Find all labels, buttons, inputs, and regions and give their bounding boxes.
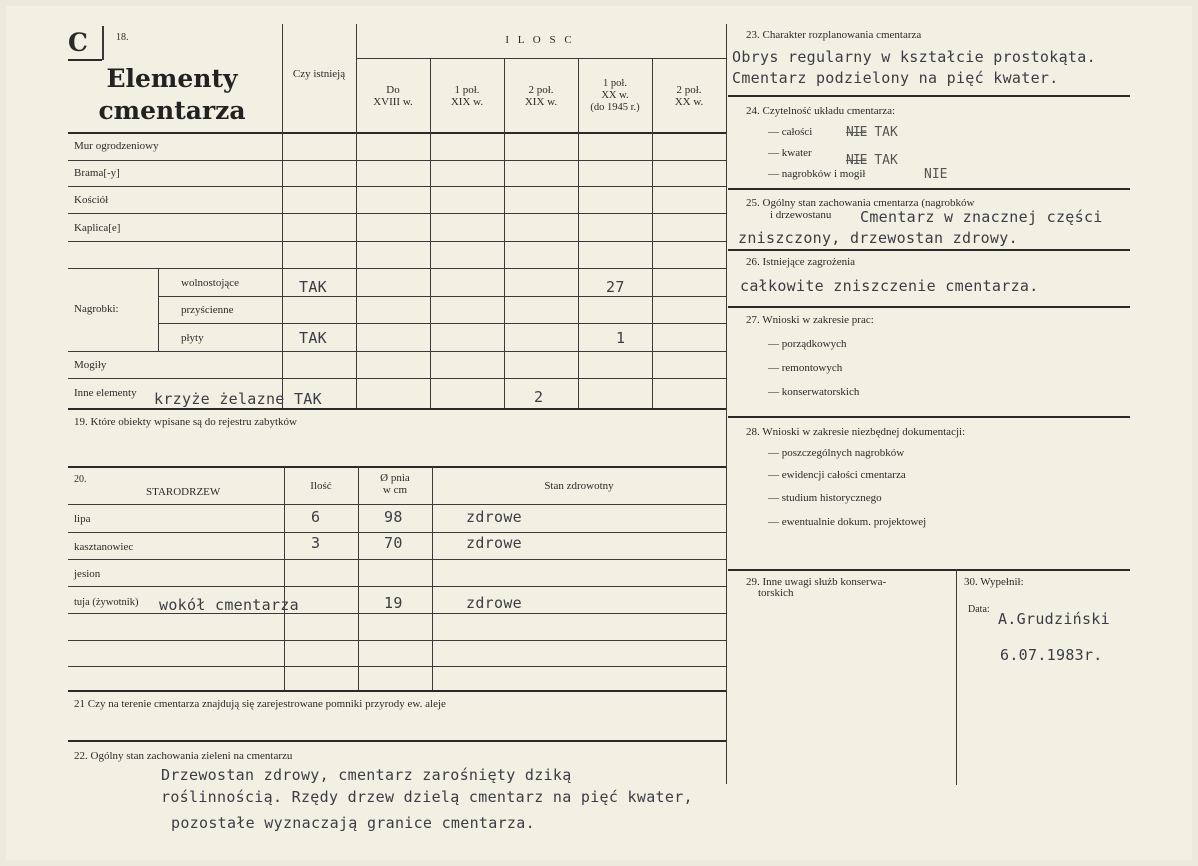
s28-item: — ewidencji całości cmentarza bbox=[768, 469, 906, 481]
label-kaplica: Kaplica[e] bbox=[74, 222, 121, 234]
label-nagrobki: Nagrobki: bbox=[74, 303, 119, 315]
period-2: 1 poł. XIX w. bbox=[450, 84, 484, 108]
s30-name: A.Grudziński bbox=[998, 610, 1110, 628]
s23-line2: Cmentarz podzielony na pięć kwater. bbox=[732, 69, 1059, 87]
inne-value: krzyże żelazne TAK bbox=[154, 390, 322, 408]
s23-bottom bbox=[728, 95, 1130, 97]
s30-date: 6.07.1983r. bbox=[1000, 646, 1103, 664]
s20-col-name: STARODRZEW bbox=[146, 486, 221, 498]
s23-label: 23. Charakter rozplanowania cmentarza bbox=[746, 29, 922, 41]
s21-bottom bbox=[68, 740, 726, 742]
s30-label: 30. Wypełnił: bbox=[964, 576, 1024, 588]
plyty-czy: TAK bbox=[299, 329, 327, 347]
table-row-ilosc: 3 bbox=[311, 534, 321, 552]
s20-col-stan: Stan zdrowotny bbox=[544, 480, 614, 492]
inne-count: 2 bbox=[534, 388, 544, 406]
s26-label: 26. Istniejące zagrożenia bbox=[746, 256, 856, 268]
s20-row-line bbox=[68, 640, 726, 641]
row-line bbox=[158, 323, 726, 324]
row-line bbox=[158, 296, 726, 297]
s20-row-line bbox=[68, 586, 726, 587]
plyty-count: 1 bbox=[616, 329, 626, 347]
s22-line2: roślinnością. Rzędy drzew dzielą cmentarz na pięć kwater, bbox=[161, 788, 693, 806]
s20-bottom bbox=[68, 690, 726, 692]
col-line-p2 bbox=[430, 58, 431, 410]
table-row-name: tuja (żywotnik) bbox=[74, 597, 139, 608]
table-row-stan: zdrowe bbox=[466, 508, 522, 526]
s25-label2: i drzewostanu bbox=[770, 209, 832, 221]
col-czy-istnieja: Czy istnieją bbox=[292, 68, 346, 80]
wolnostojace-count: 27 bbox=[606, 278, 625, 296]
s23-line1: Obrys regularny w kształcie prostokąta. bbox=[732, 48, 1096, 66]
s26-bottom bbox=[728, 306, 1130, 308]
label-wolnostojace: wolnostojące bbox=[181, 277, 240, 289]
s22-label: 22. Ogólny stan zachowania zieleni na cmentarzu bbox=[74, 750, 293, 762]
s21-label: 21 Czy na terenie cmentarza znajdują się zarejestrowane pomniki przyrody ew. aleje bbox=[74, 698, 446, 710]
table-row-name: kasztanowiec bbox=[74, 541, 134, 553]
s25-value2: zniszczony, drzewostan zdrowy. bbox=[738, 229, 1018, 247]
col-line-p5 bbox=[652, 58, 653, 410]
s25-label1: 25. Ogólny stan zachowania cmentarza (nagrobków bbox=[746, 197, 975, 209]
s28-bottom bbox=[728, 569, 1130, 571]
s20-row-line bbox=[68, 559, 726, 560]
col-line-p3 bbox=[504, 58, 505, 410]
s24-nagrobkow-value: NIE bbox=[924, 167, 948, 182]
s19-bottom bbox=[68, 466, 726, 468]
s27-bottom bbox=[728, 416, 1130, 418]
s24-kwater: — kwater bbox=[768, 147, 812, 159]
inventory-card bbox=[6, 6, 1192, 860]
s30-data-label: Data: bbox=[968, 604, 990, 615]
row-line bbox=[68, 186, 726, 187]
s24-nagrobkow: — nagrobków i mogił bbox=[768, 168, 866, 180]
letter-underline bbox=[68, 59, 102, 61]
row-line bbox=[68, 408, 726, 410]
s20-row-line bbox=[68, 532, 726, 533]
s28-item: — poszczególnych nagrobków bbox=[768, 447, 905, 459]
label-plyty: płyty bbox=[181, 332, 204, 344]
table-row-pnia: 98 bbox=[384, 508, 403, 526]
row-line bbox=[68, 160, 726, 161]
title-line1: Elementy bbox=[106, 64, 238, 93]
row-line bbox=[68, 241, 726, 242]
row-line bbox=[68, 268, 726, 269]
s24-calosci: — całości bbox=[768, 126, 813, 138]
s20-row-line bbox=[68, 666, 726, 667]
s29-s30-divider bbox=[956, 569, 957, 785]
s24-bottom bbox=[728, 188, 1130, 190]
s27-item: — porządkowych bbox=[768, 338, 847, 350]
s20-number: 20. bbox=[74, 474, 87, 485]
s25-value1: Cmentarz w znacznej części bbox=[860, 208, 1103, 226]
wolnostojace-czy: TAK bbox=[299, 278, 327, 296]
col-line-czy bbox=[282, 24, 283, 410]
row-line bbox=[68, 213, 726, 214]
ilosc-underline bbox=[356, 58, 726, 59]
period-1: Do XVIII w. bbox=[373, 84, 413, 108]
label-kosciol: Kościół bbox=[74, 194, 109, 206]
period-3: 2 poł. XIX w. bbox=[524, 84, 558, 108]
table-row-pnia: 19 bbox=[384, 594, 403, 612]
s20-col-line bbox=[358, 466, 359, 690]
middle-divider bbox=[726, 24, 727, 784]
title-line2: cmentarza bbox=[98, 96, 246, 125]
header-bottom-line bbox=[68, 132, 726, 134]
nagrobki-divider bbox=[158, 268, 159, 351]
s29-label2: torskich bbox=[758, 587, 794, 599]
s27-label: 27. Wnioski w zakresie prac: bbox=[746, 314, 874, 326]
s28-item: — studium historycznego bbox=[768, 492, 882, 504]
s29-label1: 29. Inne uwagi służb konserwa- bbox=[746, 576, 887, 588]
col-line-p4 bbox=[578, 58, 579, 410]
s20-col-line bbox=[432, 466, 433, 690]
table-row-name: jesion bbox=[74, 568, 101, 580]
s24-kwater-value: NIE TAK bbox=[846, 153, 898, 168]
label-przyscienne: przyścienne bbox=[181, 304, 234, 316]
section-number: 18. bbox=[116, 32, 129, 43]
table-row-stan: zdrowe bbox=[466, 594, 522, 612]
table-row-ilosc: wokół cmentarza bbox=[159, 596, 299, 614]
s20-header-line bbox=[68, 504, 726, 505]
letter-box-edge bbox=[102, 26, 104, 60]
period-4: 1 poł. XX w. (do 1945 r.) bbox=[590, 78, 640, 113]
s27-item: — konserwatorskich bbox=[768, 386, 860, 398]
table-row-pnia: 70 bbox=[384, 534, 403, 552]
s22-line3: pozostałe wyznaczają granice cmentarza. bbox=[171, 814, 535, 832]
s20-col-line bbox=[284, 466, 285, 690]
label-inne: Inne elementy bbox=[74, 387, 137, 399]
col-line-p1 bbox=[356, 24, 357, 410]
section-letter: C bbox=[68, 28, 88, 57]
s24-label: 24. Czytelność układu cmentarza: bbox=[746, 105, 896, 117]
s20-col-pnia: Ø pnia w cm bbox=[380, 472, 410, 496]
table-row-stan: zdrowe bbox=[466, 534, 522, 552]
col-ilosc: I L O S C bbox=[505, 34, 575, 46]
label-brama: Brama[-y] bbox=[74, 167, 120, 179]
table-row-ilosc: 6 bbox=[311, 508, 321, 526]
label-mogily: Mogiły bbox=[74, 359, 107, 371]
label-mur: Mur ogrodzeniowy bbox=[74, 140, 159, 152]
s26-value: całkowite zniszczenie cmentarza. bbox=[740, 277, 1039, 295]
s28-label: 28. Wnioski w zakresie niezbędnej dokumentacji: bbox=[746, 426, 966, 438]
table-row-name: lipa bbox=[74, 513, 91, 525]
s25-bottom bbox=[728, 249, 1130, 251]
s24-calosci-value: NIE TAK bbox=[846, 125, 898, 140]
s19-label: 19. Które obiekty wpisane są do rejestru zabytków bbox=[74, 416, 297, 428]
s22-line1: Drzewostan zdrowy, cmentarz zarośnięty dziką bbox=[161, 766, 572, 784]
s28-item: — ewentualnie dokum. projektowej bbox=[768, 516, 927, 528]
row-line bbox=[68, 378, 726, 379]
s20-col-ilosc: Ilość bbox=[310, 480, 332, 492]
row-line bbox=[68, 351, 726, 352]
period-5: 2 poł. XX w. bbox=[674, 84, 704, 108]
s27-item: — remontowych bbox=[768, 362, 843, 374]
